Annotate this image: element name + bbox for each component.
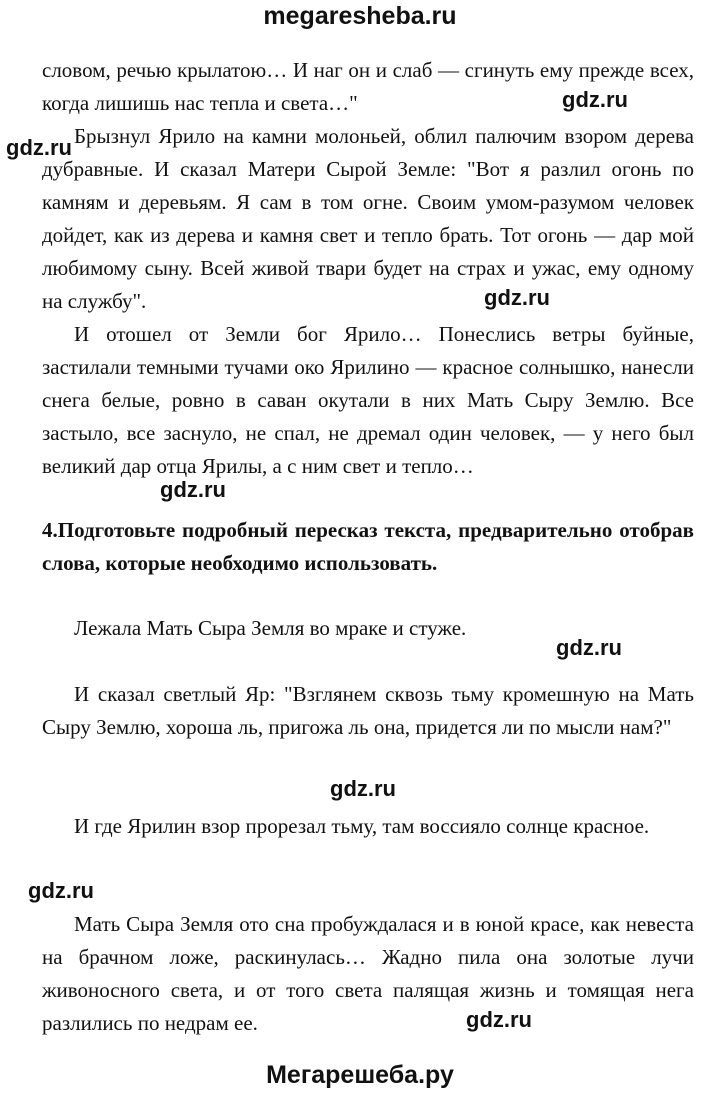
paragraph-continuation: словом, речью крылатою… И наг он и слаб — сгинуть ему прежде всех, когда лишишь нас тепла и света…" — [42, 58, 694, 115]
site-header: megaresheba.ru — [263, 2, 457, 30]
paragraph-sun-rises: И где Ярилин взор прорезал тьму, там воссияло солнце красное. — [74, 814, 650, 838]
paragraph-earth-dark: Лежала Мать Сыра Земля во мраке и стуже. — [74, 616, 467, 640]
watermark-gdz: gdz.ru — [28, 878, 94, 903]
paragraph-earth-wakes: Мать Сыра Земля ото сна пробуждалася и в юной красе, как невеста на брачном ложе, раскинулась… Жадно пила она золотые лучи живоносного света, и от того света палящая жизнь и томящая нега разлились по недрам ее. — [42, 912, 694, 1035]
site-footer: Мегарешеба.ру — [266, 1061, 454, 1089]
watermark-gdz: gdz.ru — [562, 87, 628, 112]
watermark-gdz: gdz.ru — [330, 776, 396, 801]
watermark-gdz: gdz.ru — [556, 635, 622, 660]
paragraph-yar-speaks: И сказал светлый Яр: "Взглянем сквозь тьму кромешную на Мать Сыру Землю, хороша ль, пригожа ль она, придется ли по мысли нам?" — [42, 682, 694, 739]
watermark-gdz: gdz.ru — [160, 477, 226, 502]
paragraph-yarilo-fire: Брызнул Ярило на камни молоньей, облил палючим взором дерева дубравные. И сказал Матери Сырой Земле: "Вот я разлил огонь по камням и деревьям. Я сам в том огне. Своим умом-разумом человек дойдет, как из дерева и камня свет и тепло брать. Тот огонь — дар мой любимому сыну. Всей живой твари будет на страх и ужас, ему одному на службу". — [42, 124, 694, 313]
paragraph-yarilo-leaves: И отошел от Земли бог Ярило… Понеслись ветры буйные, застилали темными тучами око Ярилино — красное солнышко, нанесли снега белые, ровно в саван окутали в них Мать Сыру Землю. Все застыло, все заснуло, не спал, не дремал один человек, — у него был великий дар отца Ярилы, а с ним свет и тепло… — [42, 322, 694, 478]
watermark-gdz: gdz.ru — [466, 1007, 532, 1032]
task-heading: 4.Подготовьте подробный пересказ текста, предварительно отобрав слова, которые необходимо использовать. — [42, 518, 694, 575]
watermark-gdz: gdz.ru — [484, 285, 550, 310]
watermark-gdz: gdz.ru — [6, 135, 72, 160]
